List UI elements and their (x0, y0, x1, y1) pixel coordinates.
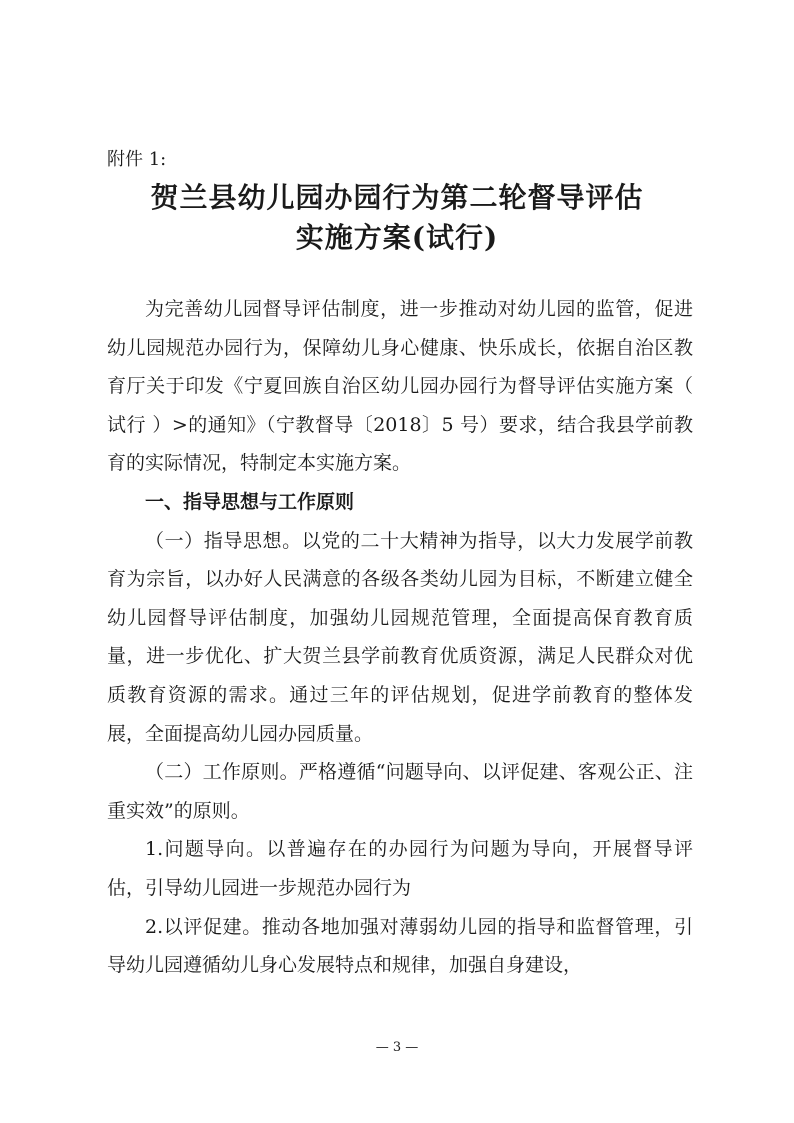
document-title-line-2: 实施方案(试行) (295, 221, 499, 254)
working-principles-paragraph: （二）工作原则。严格遵循“问题导向、以评促建、客观公正、注重实效”的原则。 (107, 761, 693, 822)
attachment-label: 附件 1: (107, 149, 167, 170)
section-heading: 一、指导思想与工作原则 (145, 490, 355, 513)
document-body (107, 290, 693, 985)
principle-2-paragraph: 2.以评促建。推动各地加强对薄弱幼儿园的指导和监督管理，引导幼儿园遵循幼儿身心发展特点和规律，加强自身建设， (107, 915, 693, 977)
principle-1-paragraph: 1.问题导向。以普遍存在的办园行为问题为导向，开展督导评估，引导幼儿园进一步规范办园行为 (107, 838, 693, 899)
document-title-line-1: 贺兰县幼儿园办园行为第二轮督导评估 (150, 181, 644, 214)
intro-paragraph: 为完善幼儿园督导评估制度，进一步推动对幼儿园的监管，促进幼儿园规范办园行为，保障幼儿身心健康、快乐成长，依据自治区教育厅关于印发《宁夏回族自治区幼儿园办园行为督导评估实施方案（ 试行 ）>的通知》（宁教督导〔2018〕5 号）要求，结合我县学前教育的实际情况，特制定本实施方案。 (107, 298, 693, 475)
guiding-ideology-paragraph: （一）指导思想。以党的二十大精神为指导，以大力发展学前教育为宗旨，以办好人民满意的各级各类幼儿园为目标，不断建立健全幼儿园督导评估制度，加强幼儿园规范管理，全面提高保育教育质量，进一步优化、扩大贺兰县学前教育优质资源，满足人民群众对优质教育资源的需求。通过三年的评估规划，促进学前教育的整体发展，全面提高幼儿园办园质量。 (107, 529, 693, 745)
page-number: — 3 — (375, 1040, 419, 1055)
